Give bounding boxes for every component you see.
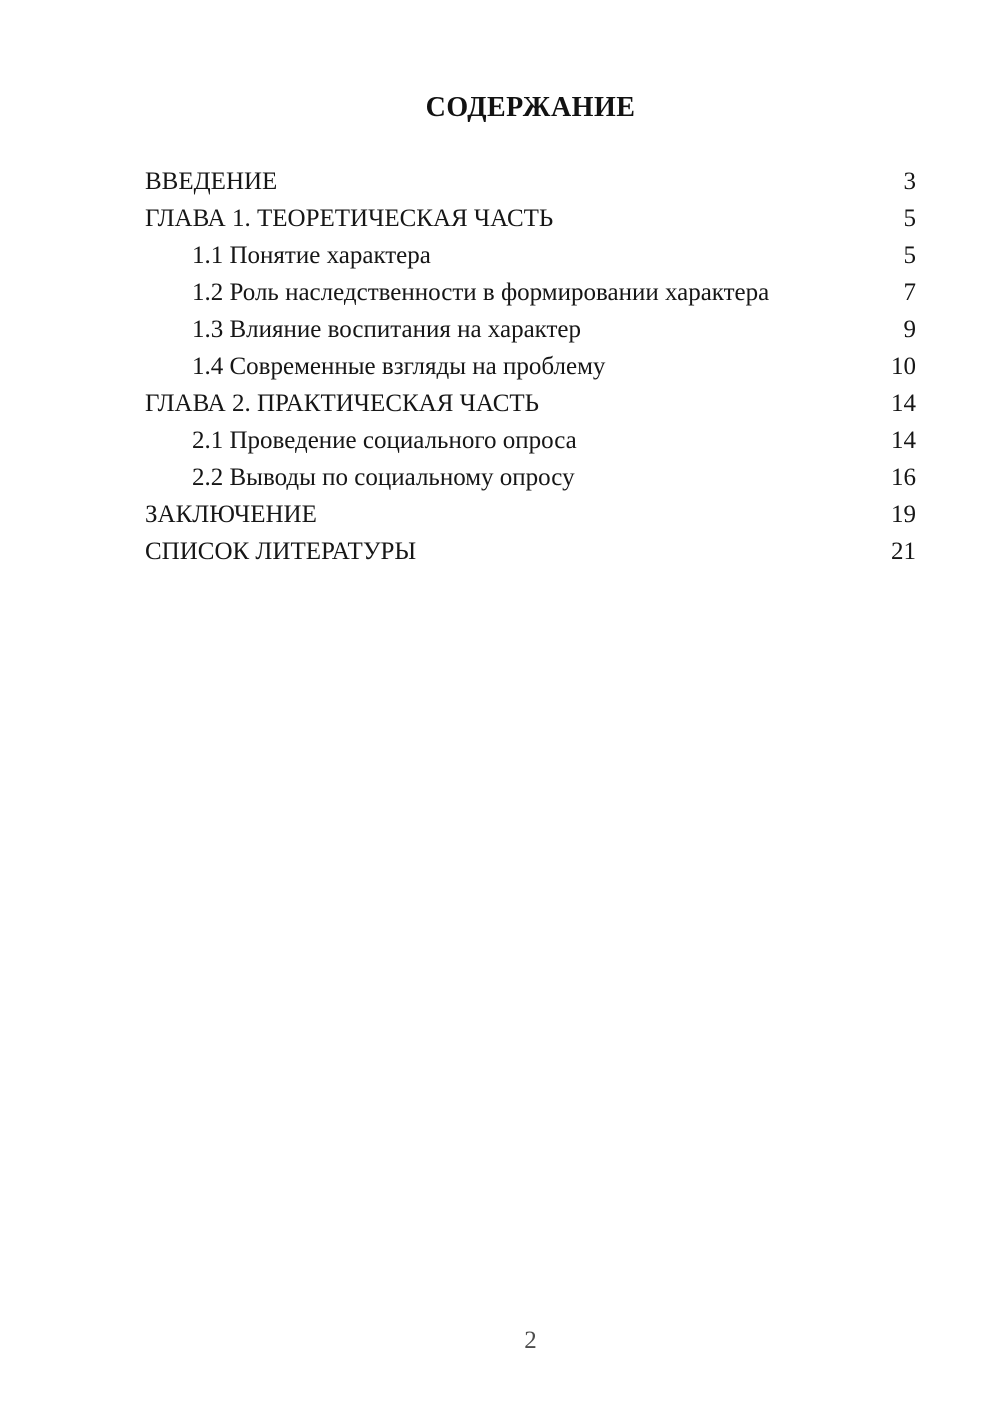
toc-entry	[145, 274, 916, 311]
toc-entry-label: ВВЕДЕНИЕ	[145, 168, 278, 195]
toc-entry-page-number: 16	[891, 464, 916, 491]
toc-entry-label: 1.1 Понятие характера	[192, 242, 431, 269]
toc-entry	[145, 237, 916, 274]
toc-entry-page-number: 21	[891, 538, 916, 565]
toc-entry	[145, 348, 916, 385]
toc-entry-label: 2.2 Выводы по социальному опросу	[192, 464, 575, 491]
toc-entry-page-number: 10	[891, 353, 916, 380]
toc-entry	[145, 200, 916, 237]
toc-entry-label: 1.4 Современные взгляды на проблему	[192, 353, 606, 380]
toc-entry	[145, 385, 916, 422]
toc-entry-label: СПИСОК ЛИТЕРАТУРЫ	[145, 538, 417, 565]
toc-entry-label: ГЛАВА 2. ПРАКТИЧЕСКАЯ ЧАСТЬ	[145, 390, 540, 417]
toc-entry-page-number: 14	[891, 427, 916, 454]
toc-entry	[145, 422, 916, 459]
toc-entry-label: ЗАКЛЮЧЕНИЕ	[145, 501, 317, 528]
toc-entry	[145, 311, 916, 348]
toc-entry-page-number: 7	[903, 279, 916, 306]
toc-entry-page-number: 14	[891, 390, 916, 417]
toc-entry	[145, 459, 916, 496]
toc-entry-page-number: 5	[903, 242, 916, 269]
toc-entry-label: 2.1 Проведение социального опроса	[192, 427, 577, 454]
toc-entry-label: 1.3 Влияние воспитания на характер	[192, 316, 582, 343]
toc-entry	[145, 163, 916, 200]
toc-entry	[145, 496, 916, 533]
toc-entry	[145, 533, 916, 570]
toc-entry-label: 1.2 Роль наследственности в формировании характера	[192, 279, 770, 306]
toc-entry-label: ГЛАВА 1. ТЕОРЕТИЧЕСКАЯ ЧАСТЬ	[145, 205, 554, 232]
table-of-contents	[145, 163, 916, 570]
page-title: СОДЕРЖАНИЕ	[425, 92, 636, 123]
toc-entry-page-number: 5	[903, 205, 916, 232]
toc-entry-page-number: 3	[903, 168, 916, 195]
footer-page-number: 2	[524, 1327, 537, 1354]
toc-entry-page-number: 19	[891, 501, 916, 528]
toc-entry-page-number: 9	[903, 316, 916, 343]
